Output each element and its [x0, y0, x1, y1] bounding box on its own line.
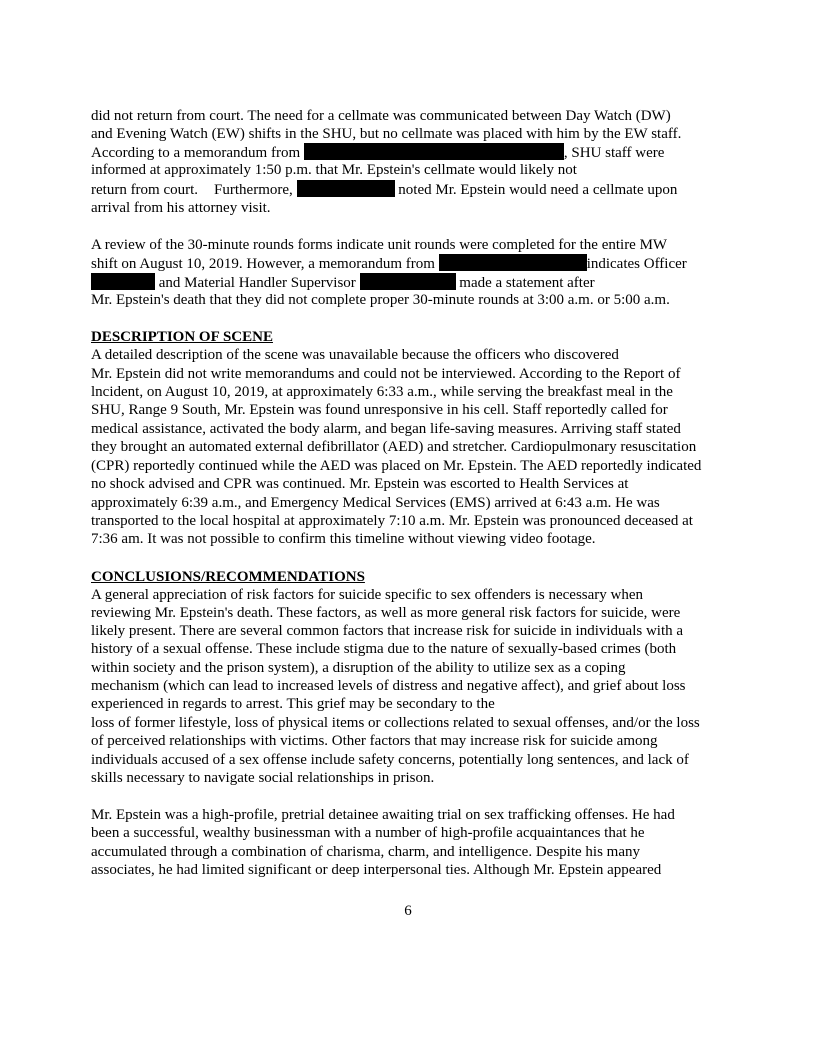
text-line: they brought an automated external defibrillator (AED) and stretcher. Cardiopulmonary resuscitation	[91, 439, 697, 455]
section-heading-conclusions: CONCLUSIONS/RECOMMENDATIONS	[91, 569, 365, 585]
text-line: associates, he had limited significant or deep interpersonal ties. Although Mr. Epstein appeared	[91, 862, 662, 878]
text-line: no shock advised and CPR was continued. Mr. Epstein was escorted to Health Services at	[91, 476, 629, 492]
text-line: arrival from his attorney visit.	[91, 200, 271, 216]
redaction-box	[91, 273, 155, 290]
text-line: 7:36 am. It was not possible to confirm this timeline without viewing video footage.	[91, 531, 596, 547]
text-line: loss of former lifestyle, loss of physical items or collections related to sexual offenses, and/or the loss	[91, 715, 700, 731]
text-line: been a successful, wealthy businessman with a number of high-profile acquaintances that he	[91, 825, 645, 841]
text-line: Mr. Epstein did not write memorandums and could not be interviewed. According to the Report of	[91, 366, 681, 382]
text-line: transported to the local hospital at approximately 7:10 a.m. Mr. Epstein was pronounced deceased at	[91, 513, 693, 529]
text-line: approximately 6:39 a.m., and Emergency Medical Services (EMS) arrived at 6:43 a.m. He was	[91, 495, 660, 511]
text-line: medical assistance, activated the body alarm, and began life-saving measures. Arriving staff stated	[91, 421, 681, 437]
text-line: mechanism (which can lead to increased levels of distress and negative affect), and grief about loss	[91, 678, 686, 694]
text-line: accumulated through a combination of charisma, charm, and intelligence. Despite his many	[91, 844, 640, 860]
text-fragment: return from court.	[91, 182, 199, 198]
text-line: within society and the prison system), a disruption of the ability to utilize sex as a coping	[91, 660, 626, 676]
text-line: A general appreciation of risk factors for suicide specific to sex offenders is necessary when	[91, 587, 644, 603]
redaction-box	[304, 143, 564, 160]
text-fragment: According to a memorandum from	[91, 145, 301, 161]
text-line: Mr. Epstein was a high-profile, pretrial detainee awaiting trial on sex trafficking offenses. He had	[91, 807, 675, 823]
text-line: did not return from court. The need for a cellmate was communicated between Day Watch (DW)	[91, 108, 671, 124]
text-line: of perceived relationships with victims. Other factors that may increase risk for suicide among	[91, 733, 658, 749]
text-fragment: noted Mr. Epstein would need a cellmate upon	[398, 182, 678, 198]
redaction-box	[439, 254, 587, 271]
text-line: experienced in regards to arrest. This grief may be secondary to the	[91, 696, 495, 712]
text-line	[91, 143, 664, 161]
text-fragment: and Material Handler Supervisor	[158, 275, 356, 291]
text-line	[91, 254, 687, 272]
text-line: likely present. There are several common factors that increase risk for suicide in individuals with a	[91, 623, 684, 639]
text-line: reviewing Mr. Epstein's death. These factors, as well as more general risk factors for suicide, were	[91, 605, 681, 621]
text-line: lncident, on August 10, 2019, at approximately 6:33 a.m., while serving the breakfast meal in the	[91, 384, 673, 400]
page-number: 6	[404, 903, 412, 919]
text-line: and Evening Watch (EW) shifts in the SHU, but no cellmate was placed with him by the EW staff.	[91, 126, 682, 142]
text-line: history of a sexual offense. These include stigma due to the nature of sexually-based crimes (both	[91, 641, 677, 657]
text-line: informed at approximately 1:50 p.m. that Mr. Epstein's cellmate would likely not	[91, 162, 577, 178]
redaction-box	[360, 273, 456, 290]
text-line: A review of the 30-minute rounds forms indicate unit rounds were completed for the entire MW	[91, 237, 668, 253]
section-heading-description-of-scene: DESCRIPTION OF SCENE	[91, 329, 273, 345]
text-line: skills necessary to navigate social relationships in prison.	[91, 770, 435, 786]
text-fragment: indicates Officer	[586, 256, 687, 272]
text-line: SHU, Range 9 South, Mr. Epstein was found unresponsive in his cell. Staff reportedly called for	[91, 402, 668, 418]
text-fragment: made a statement after	[459, 275, 595, 291]
text-fragment: , SHU staff were	[563, 145, 665, 161]
text-line	[91, 273, 595, 291]
redaction-box	[297, 180, 395, 197]
text-line: A detailed description of the scene was unavailable because the officers who discovered	[91, 347, 619, 363]
text-fragment: Furthermore,	[214, 182, 293, 198]
text-line	[91, 180, 677, 198]
text-fragment: shift on August 10, 2019. However, a memorandum from	[91, 256, 435, 272]
text-line: Mr. Epstein's death that they did not complete proper 30-minute rounds at 3:00 a.m. or 5:00 a.m.	[91, 292, 670, 308]
text-line: individuals accused of a sex offense include safety concerns, potentially long sentences, and lack of	[91, 752, 689, 768]
text-line: (CPR) reportedly continued while the AED was placed on Mr. Epstein. The AED reportedly indicated	[91, 458, 702, 474]
